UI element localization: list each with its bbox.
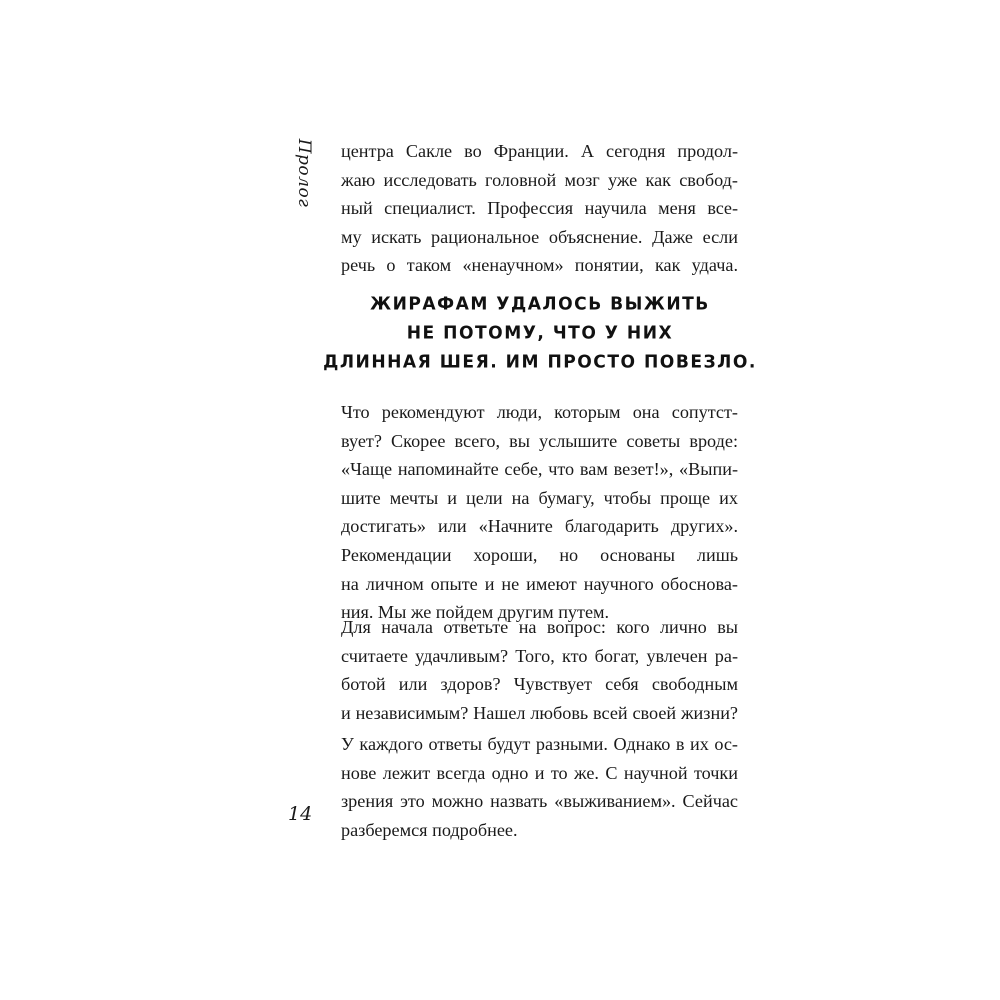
paragraph-4: [341, 730, 738, 844]
text-line: Что рекомендуют люди, которым она сопутст-: [341, 402, 738, 422]
text-line: му искать рациональное объяснение. Даже если: [341, 226, 738, 247]
text-line: разберемся подробнее.: [341, 819, 518, 840]
text-line: жаю исследовать головной мозг уже как свобод-: [341, 169, 738, 190]
text-line: и независимым? Нашел любовь всей своей жизни?: [341, 702, 738, 723]
page-number: 14: [288, 803, 313, 825]
running-head: [286, 138, 322, 208]
text-line: ботой или здоров? Чувствует себя свободным: [341, 674, 738, 695]
text-line: нове лежит всегда одно и то же. С научной точки: [341, 762, 738, 783]
text-line: речь о таком «ненаучном» понятии, как удача.: [341, 255, 738, 276]
text-line: считаете удачливым? Того, кто богат, увлечен ра-: [341, 645, 738, 666]
text-line: центра Сакле во Франции. А сегодня продол-: [341, 141, 738, 161]
text-line: «Чаще напоминайте себе, что вам везет!», «Выпи-: [341, 459, 738, 480]
text-line: У каждого ответы будут разными. Однако в их ос-: [341, 734, 738, 754]
text-line: зрения это можно назвать «выживанием». Сейчас: [341, 791, 738, 812]
paragraph-2: [341, 398, 738, 627]
pull-quote-line: ДЛИННАЯ ШЕЯ. ИМ ПРОСТО ПОВЕЗЛО.: [323, 351, 757, 373]
pull-quote-line: НЕ ПОТОМУ, ЧТО У НИХ: [406, 322, 674, 344]
text-line: достигать» или «Начните благодарить других».: [341, 516, 738, 537]
text-line: ния. Мы же пойдем другим путем.: [341, 602, 610, 623]
text-line: на личном опыте и не имеют научного обоснова-: [341, 573, 738, 594]
text-line: Для начала ответьте на вопрос: кого лично вы: [341, 617, 738, 637]
running-head-text: Пролог: [294, 138, 314, 208]
text-line: Рекомендации хороши, но основаны лишь: [341, 544, 738, 565]
paragraph-1: [341, 137, 738, 280]
text-line: шите мечты и цели на бумагу, чтобы проще их: [341, 487, 738, 508]
text-line: вует? Скорее всего, вы услышите советы вроде:: [341, 430, 738, 451]
text-line: ный специалист. Профессия научила меня всe-: [341, 198, 738, 219]
paragraph-3: [341, 613, 738, 727]
pull-quote: [320, 290, 760, 377]
pull-quote-line: ЖИРАФАМ УДАЛОСЬ ВЫЖИТЬ: [370, 293, 710, 315]
